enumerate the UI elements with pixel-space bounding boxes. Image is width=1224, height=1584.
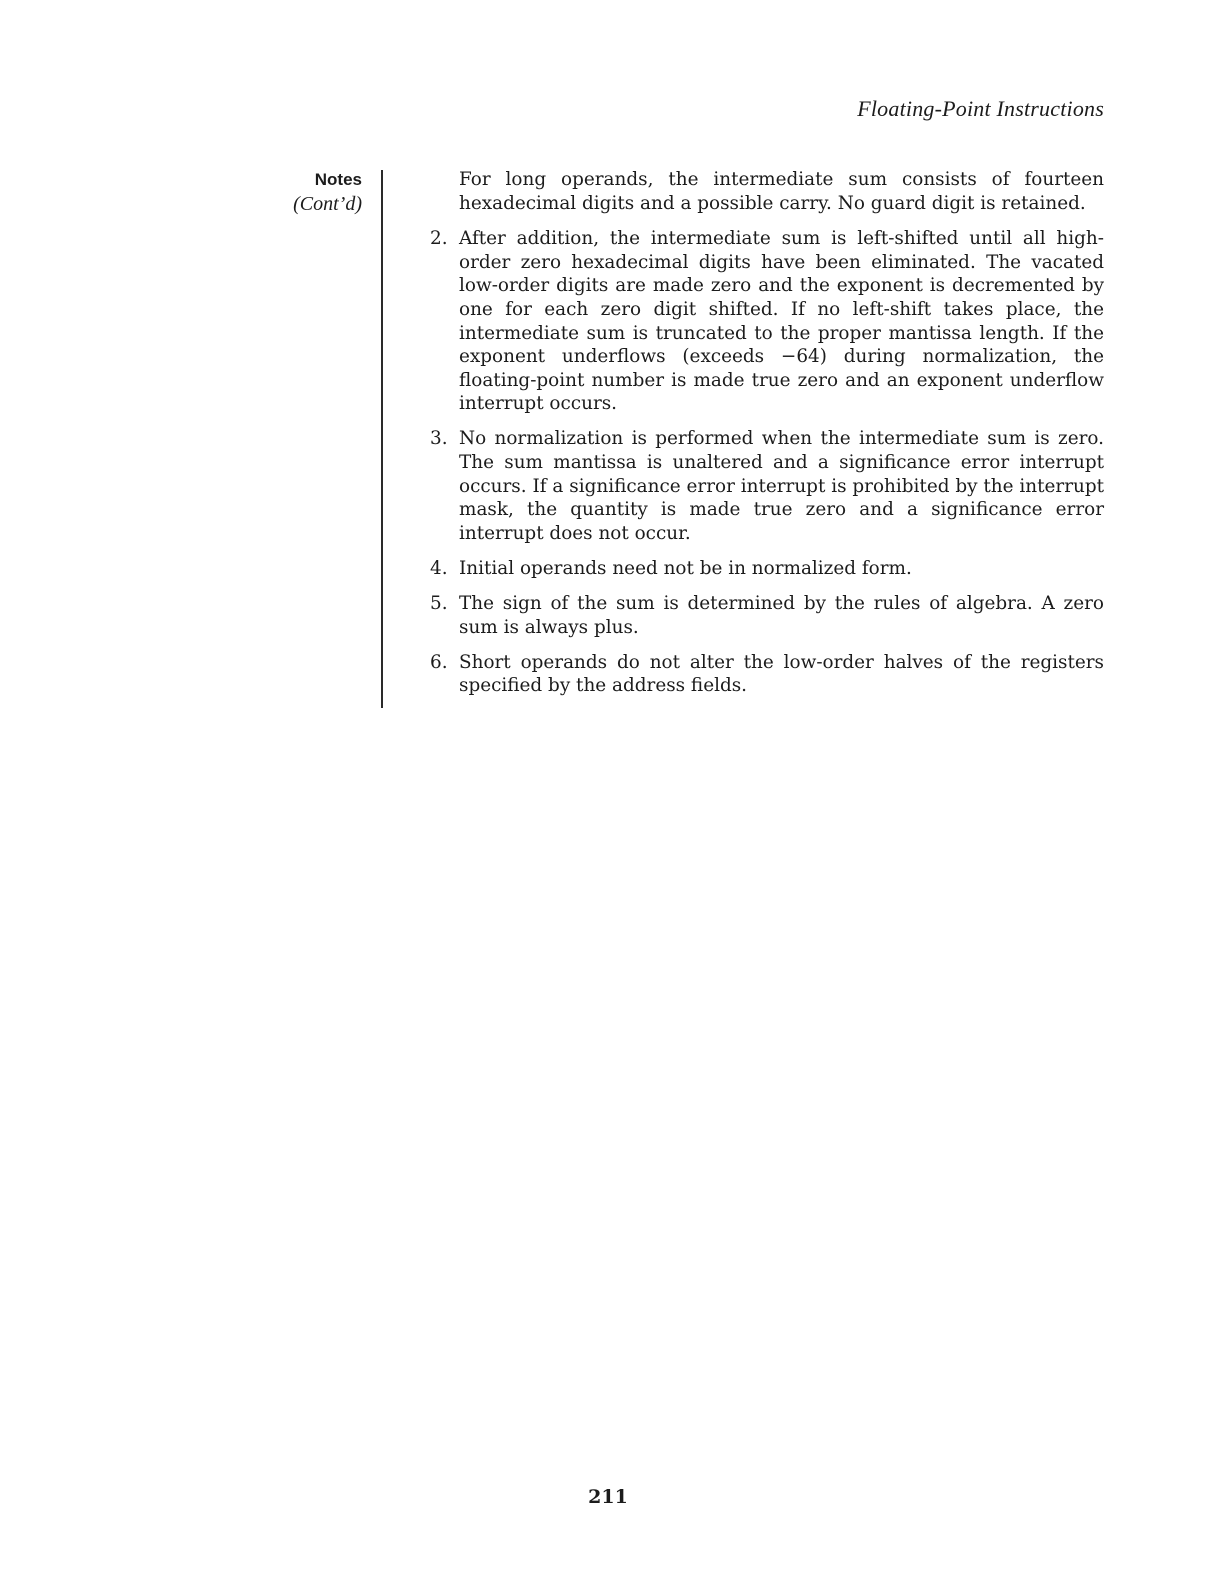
running-head: Floating-Point Instructions bbox=[857, 96, 1104, 121]
page-number: 211 bbox=[588, 1486, 628, 1508]
note-number: 6. bbox=[430, 651, 448, 673]
note-item bbox=[426, 427, 1104, 545]
notes-label: Notes bbox=[314, 170, 362, 189]
note-number: 4. bbox=[430, 557, 448, 579]
note-number: 3. bbox=[430, 428, 448, 450]
notes-list bbox=[426, 227, 1104, 698]
note-number: 5. bbox=[430, 593, 448, 614]
note-item bbox=[426, 557, 1104, 581]
note-item bbox=[426, 592, 1104, 639]
note-number: 2. bbox=[430, 228, 448, 250]
note-text: Short operands do not alter the low-order halves of the registers specified by the address fields. bbox=[459, 651, 1104, 697]
note-text: The sign of the sum is determined by the rules of algebra. A zero sum is always plus. bbox=[459, 593, 1104, 638]
note-text: After addition, the intermediate sum is left-shifted until all high-order zero hexadecimal digits have been eliminated. The vacated low-order digits are made zero and the exponent is decremented by one for each zero digit shifted. If no left-shift takes place, the intermediate sum is truncated to the proper mantissa length. If the exponent underflows (exceeds −64) during normalization, the floating-point number is made true zero and an exponent underflow interrupt occurs. bbox=[459, 228, 1104, 415]
note-text: Initial operands need not be in normalized form. bbox=[459, 557, 912, 579]
vertical-rule bbox=[381, 170, 383, 708]
continued-label: (Cont’d) bbox=[293, 193, 362, 215]
notes-body bbox=[426, 168, 1104, 709]
continuation-paragraph: For long operands, the intermediate sum consists of fourteen hexadecimal digits and a possible carry. No guard digit is retained. bbox=[459, 169, 1104, 214]
note-text: No normalization is performed when the intermediate sum is zero. The sum mantissa is unaltered and a significance error interrupt occurs. If a significance error interrupt is prohibited by the interrupt mask, the quantity is made true zero and a significance error interrupt does not occur. bbox=[459, 428, 1104, 544]
note-item bbox=[426, 227, 1104, 416]
notes-sidehead bbox=[250, 168, 362, 216]
note-item bbox=[426, 651, 1104, 698]
